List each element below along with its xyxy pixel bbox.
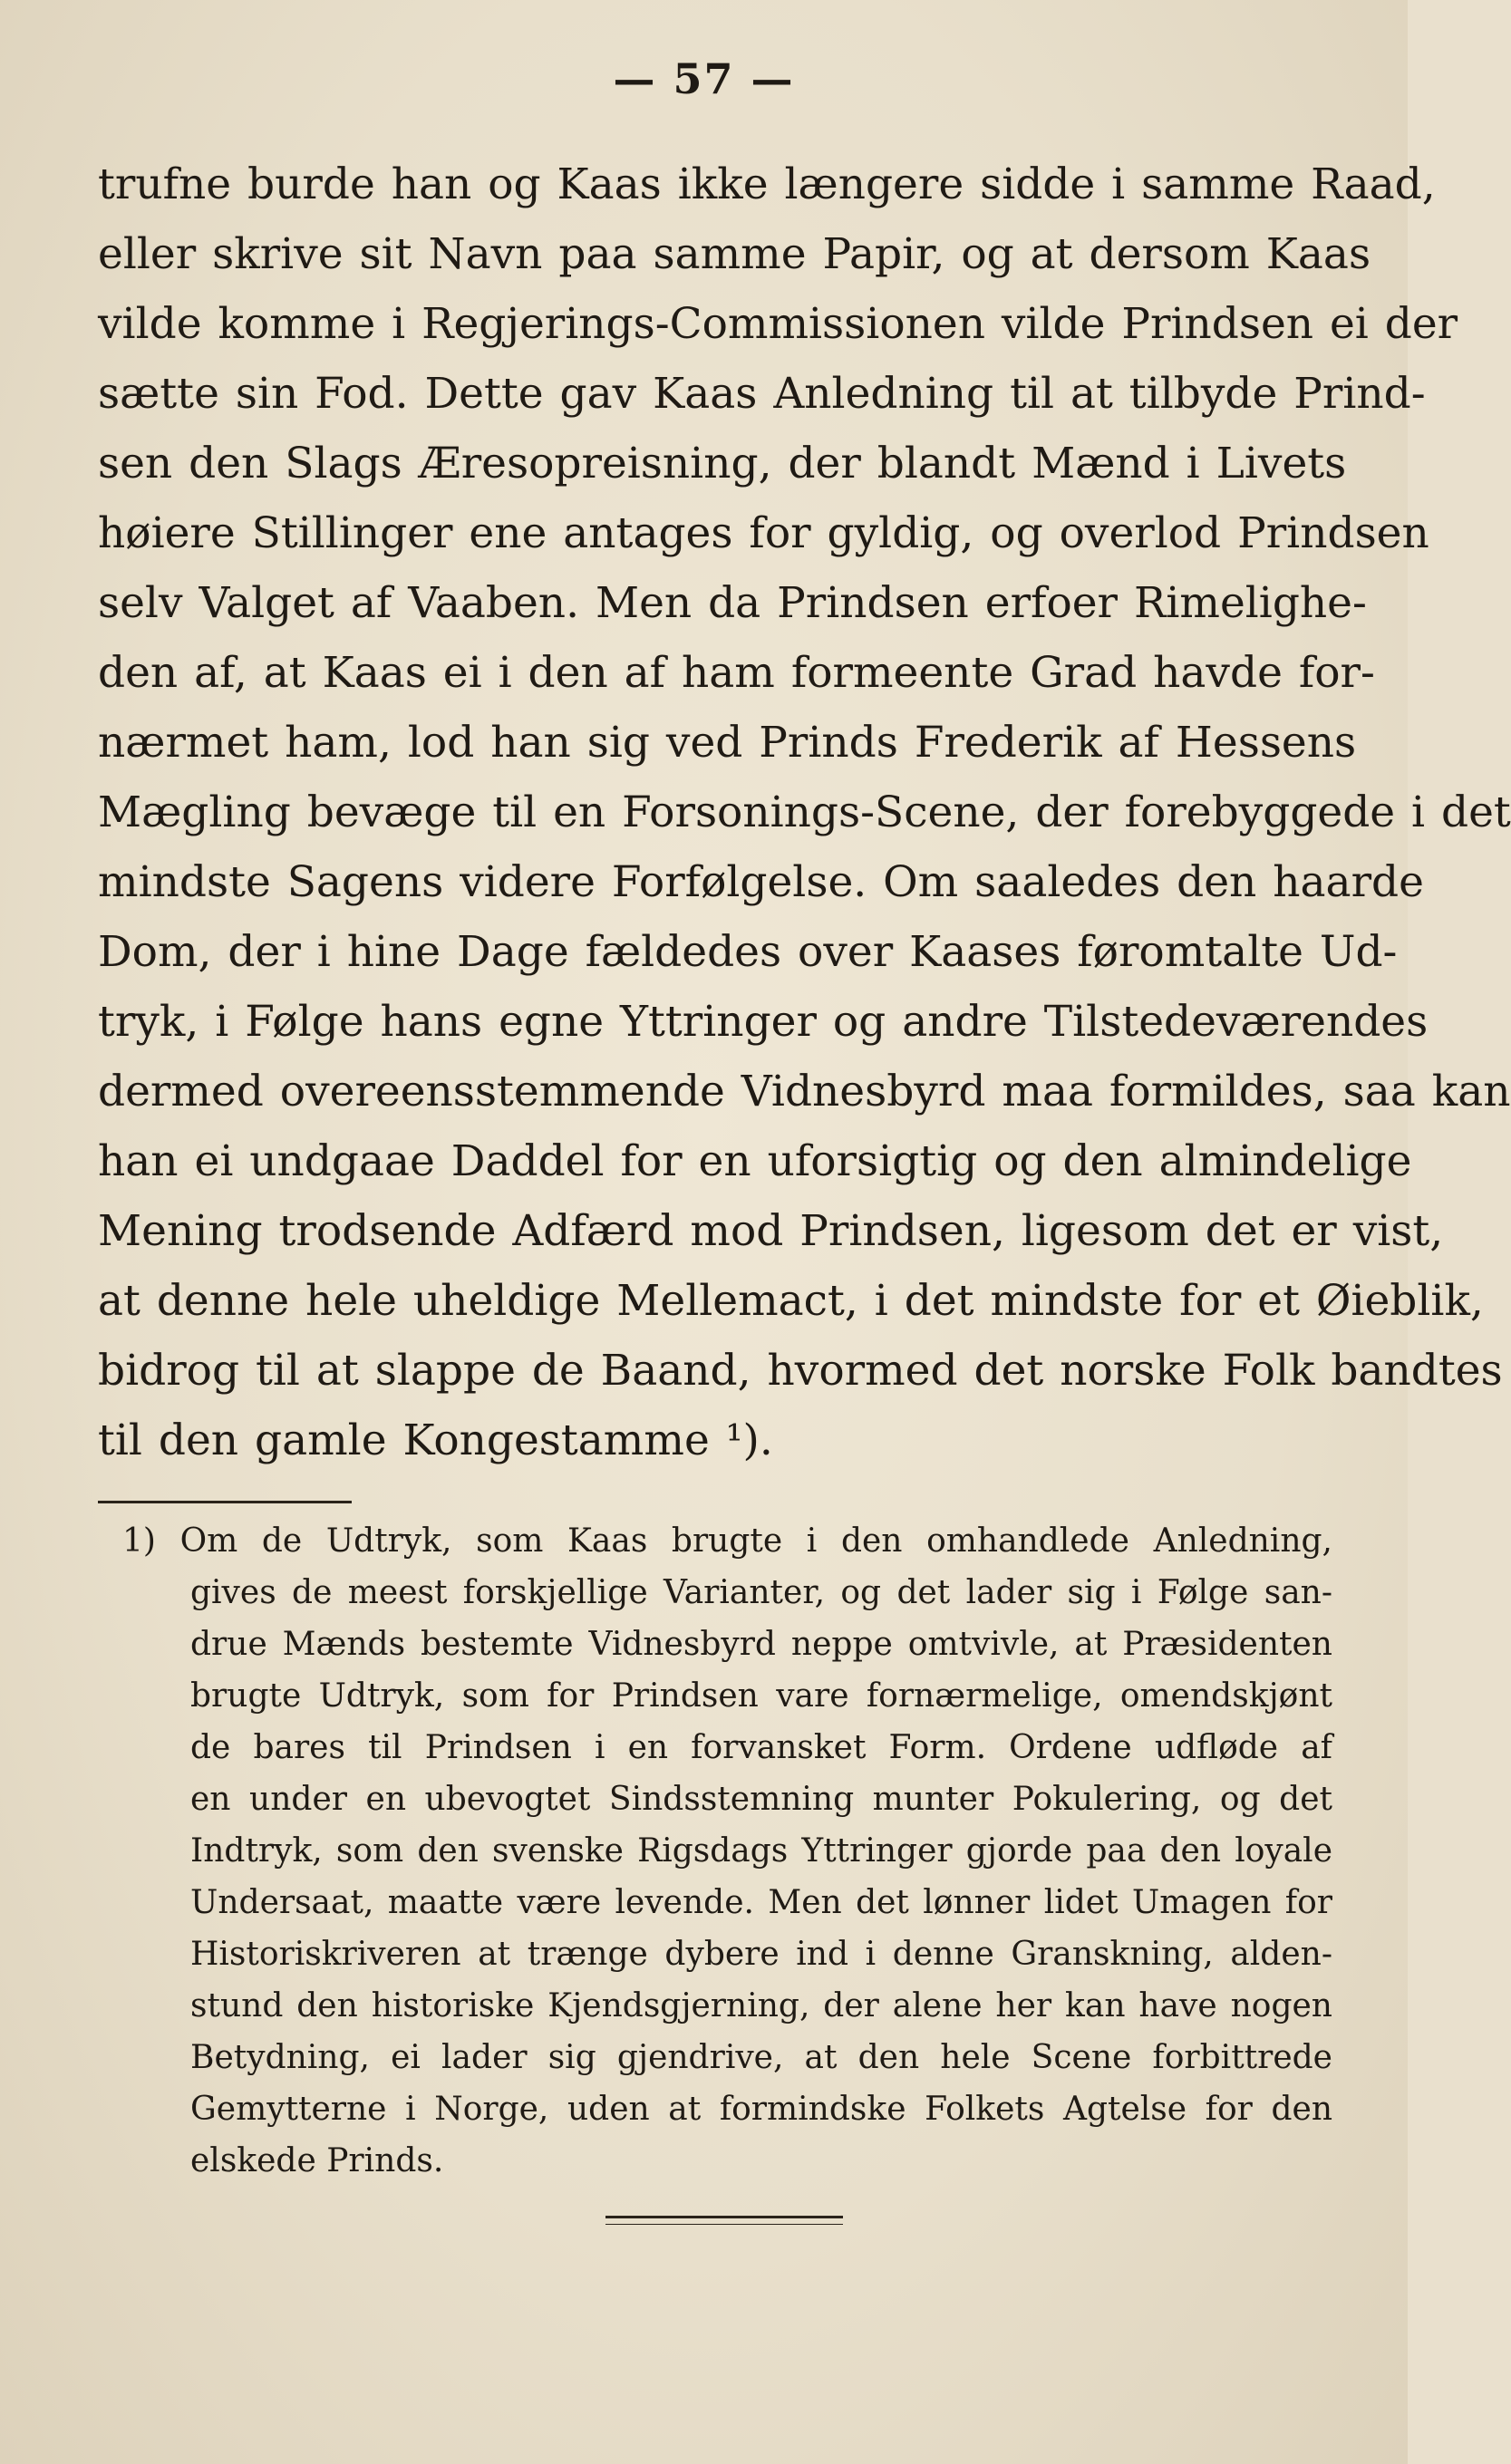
footnote-line: en under en ubevogtet Sindsstemning munter Pokulering, og det xyxy=(190,1781,1332,1818)
text-line: bidrog til at slappe de Baand, hvormed det norske Folk bandtes xyxy=(98,1346,1503,1396)
page-number: — 57 — xyxy=(613,54,795,103)
text-line-last: til den gamle Kongestamme ¹). xyxy=(98,1416,773,1465)
text-line: dermed overeensstemmende Vidnesbyrd maa formildes, saa kan xyxy=(98,1067,1511,1116)
text-line: den af, at Kaas ei i den af ham formeente Grad havde for- xyxy=(98,648,1375,698)
text-line: Mægling bevæge til en Forsonings-Scene, der forebyggede i det xyxy=(98,788,1511,837)
footnote-line: stund den historiske Kjendsgjerning, der alene her kan have nogen xyxy=(190,1987,1332,2024)
text-line: selv Valget af Vaaben. Men da Prindsen erfoer Rimelighe- xyxy=(98,578,1367,628)
footnote-line: Gemytterne i Norge, uden at formindske Folkets Agtelse for den xyxy=(190,2091,1332,2128)
text-line: nærmet ham, lod han sig ved Prinds Frederik af Hessens xyxy=(98,718,1357,768)
main-text xyxy=(98,150,1511,1475)
footnote-line: drue Mænds bestemte Vidnesbyrd neppe omtvivle, at Præsidenten xyxy=(190,1626,1332,1663)
end-ornament-rule xyxy=(605,2216,843,2225)
footnote-line: gives de meest forskjellige Varianter, og det lader sig i Følge san- xyxy=(190,1574,1332,1611)
text-line: tryk, i Følge hans egne Yttringer og andre Tilstedeværendes xyxy=(98,997,1429,1047)
text-line: eller skrive sit Navn paa samme Papir, og at dersom Kaas xyxy=(98,229,1371,279)
text-line: trufne burde han og Kaas ikke længere sidde i samme Raad, xyxy=(98,159,1436,209)
footnote xyxy=(122,1515,1332,2187)
footnote-line: Undersaat, maatte være levende. Men det lønner lidet Umagen for xyxy=(190,1884,1332,1921)
footnote-line: Indtryk, som den svenske Rigsdags Yttringer gjorde paa den loyale xyxy=(190,1832,1332,1870)
text-line: vilde komme i Regjerings-Commissionen vilde Prindsen ei der xyxy=(98,299,1458,349)
footnote-line: Historiskriveren at trænge dybere ind i denne Granskning, alden- xyxy=(190,1936,1332,1973)
text-line: sætte sin Fod. Dette gav Kaas Anledning til at tilbyde Prind- xyxy=(98,369,1426,419)
text-line: Mening trodsende Adfærd mod Prindsen, ligesom det er vist, xyxy=(98,1206,1444,1256)
text-line: sen den Slags Æresopreisning, der blandt Mænd i Livets xyxy=(98,439,1347,488)
text-line: mindste Sagens videre Forfølgelse. Om saaledes den haarde xyxy=(98,857,1424,907)
footnote-line: 1) Om de Udtryk, som Kaas brugte i den omhandlede Anledning, xyxy=(122,1522,1332,1560)
footnote-line: de bares til Prindsen i en forvansket Form. Ordene udfløde af xyxy=(190,1729,1332,1766)
text-line: han ei undgaae Daddel for en uforsigtig og den almindelige xyxy=(98,1136,1412,1186)
text-line: høiere Stillinger ene antages for gyldig, og overlod Prindsen xyxy=(98,508,1429,558)
footnote-line-last: elskede Prinds. xyxy=(190,2142,444,2179)
footnote-line: Betydning, ei lader sig gjendrive, at den hele Scene forbittrede xyxy=(190,2039,1332,2076)
footnote-divider xyxy=(98,1501,352,1503)
text-line: at denne hele uheldige Mellemact, i det mindste for et Øieblik, xyxy=(98,1276,1484,1326)
text-line: Dom, der i hine Dage fældedes over Kaases føromtalte Ud- xyxy=(98,927,1398,977)
footnote-line: brugte Udtryk, som for Prindsen vare fornærmelige, omendskjønt xyxy=(190,1677,1332,1715)
